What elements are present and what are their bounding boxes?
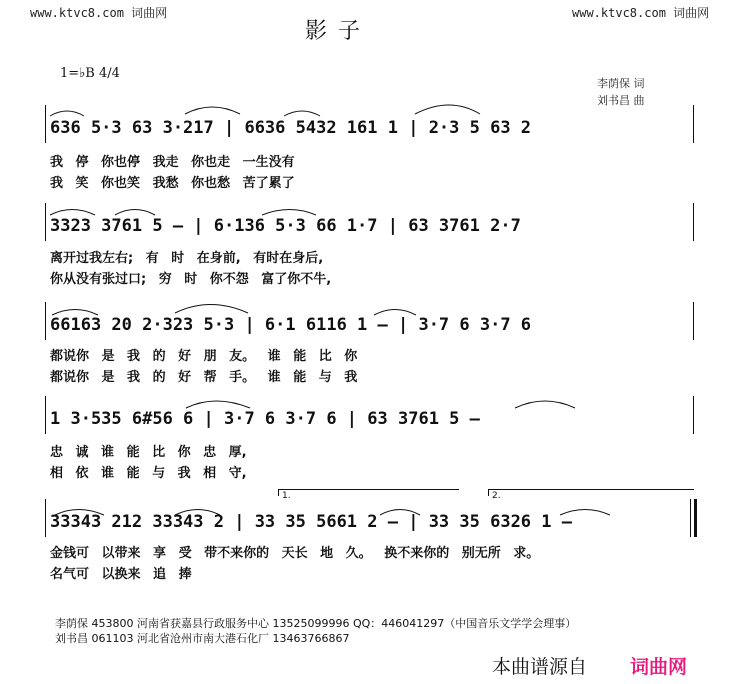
lyrics-system-4-verse-2: 相 依 谁 能 与 我 相 守,: [50, 466, 247, 481]
composer-contact: 刘书昌 061103 河北省沧州市南大港石化厂 13463766867: [55, 632, 350, 645]
lyricist-contact: 李荫保 453800 河南省获嘉县行政服务中心 13525099996 QQ：446041297（中国音乐文学学会理事）: [55, 617, 577, 630]
notation-system-3: 66163 20 2·323 5·3 | 6·1 6116 1 – | 3·7 6 3·7 6: [50, 315, 532, 335]
lyrics-system-1-verse-1: 我 停 你也停 我走 你也走 一生没有: [50, 155, 295, 170]
barline: [693, 396, 694, 434]
source-brand[interactable]: 词曲网: [630, 656, 688, 678]
notation-system-2: 3323 3761 5 – | 6·136 5·3 66 1·7 | 63 3761 2·7: [50, 216, 521, 236]
lyricist-credit: 李荫保 词: [597, 77, 645, 90]
barline: [45, 396, 46, 434]
barline: [693, 203, 694, 241]
key-signature: 1=♭B 4/4: [60, 66, 120, 81]
source-label: 本曲谱源自: [492, 656, 588, 678]
lyrics-system-1-verse-2: 我 笑 你也笑 我愁 你也愁 苦了累了: [50, 176, 295, 191]
lyrics-system-5-verse-2: 名气可 以换来 追 捧: [50, 567, 192, 582]
lyrics-system-2-verse-2: 你从没有张过口; 穷 时 你不怨 富了你不牛,: [50, 272, 332, 287]
barline: [45, 302, 46, 340]
barline: [693, 302, 694, 340]
lyrics-system-3-verse-2: 都说你 是 我 的 好 帮 手。 谁 能 与 我: [50, 370, 358, 385]
lyrics-system-4-verse-1: 忠 诚 谁 能 比 你 忠 厚,: [50, 445, 247, 460]
volta-first-bracket: [278, 489, 459, 496]
song-title: 影 子: [305, 19, 362, 44]
watermark-right: www.ktvc8.com 词曲网: [572, 6, 710, 20]
watermark-left: www.ktvc8.com 词曲网: [30, 6, 168, 20]
volta-second-label: 2.: [492, 491, 501, 501]
volta-first-label: 1.: [282, 491, 291, 501]
notation-system-5: 33343 212 33343 2 | 33 35 5661 2 – | 33 35 6326 1 –: [50, 512, 572, 532]
final-barline: [694, 499, 697, 537]
barline: [45, 203, 46, 241]
lyrics-system-2-verse-1: 离开过我左右; 有 时 在身前, 有时在身后,: [50, 251, 324, 266]
barline: [45, 105, 46, 143]
lyrics-system-3-verse-1: 都说你 是 我 的 好 朋 友。 谁 能 比 你: [50, 349, 358, 364]
notation-system-4: 1 3·535 6#56 6 | 3·7 6 3·7 6 | 63 3761 5 –: [50, 409, 480, 429]
lyrics-system-5-verse-1: 金钱可 以带来 享 受 带不来你的 天长 地 久。 换不来你的 别无所 求。: [50, 546, 540, 561]
barline: [690, 499, 691, 537]
barline: [693, 105, 694, 143]
composer-credit: 刘书昌 曲: [597, 94, 645, 107]
volta-second-bracket: [488, 489, 694, 496]
barline: [45, 499, 46, 537]
notation-system-1: 636 5·3 63 3·217 | 6636 5432 161 1 | 2·3 5 63 2: [50, 118, 532, 138]
